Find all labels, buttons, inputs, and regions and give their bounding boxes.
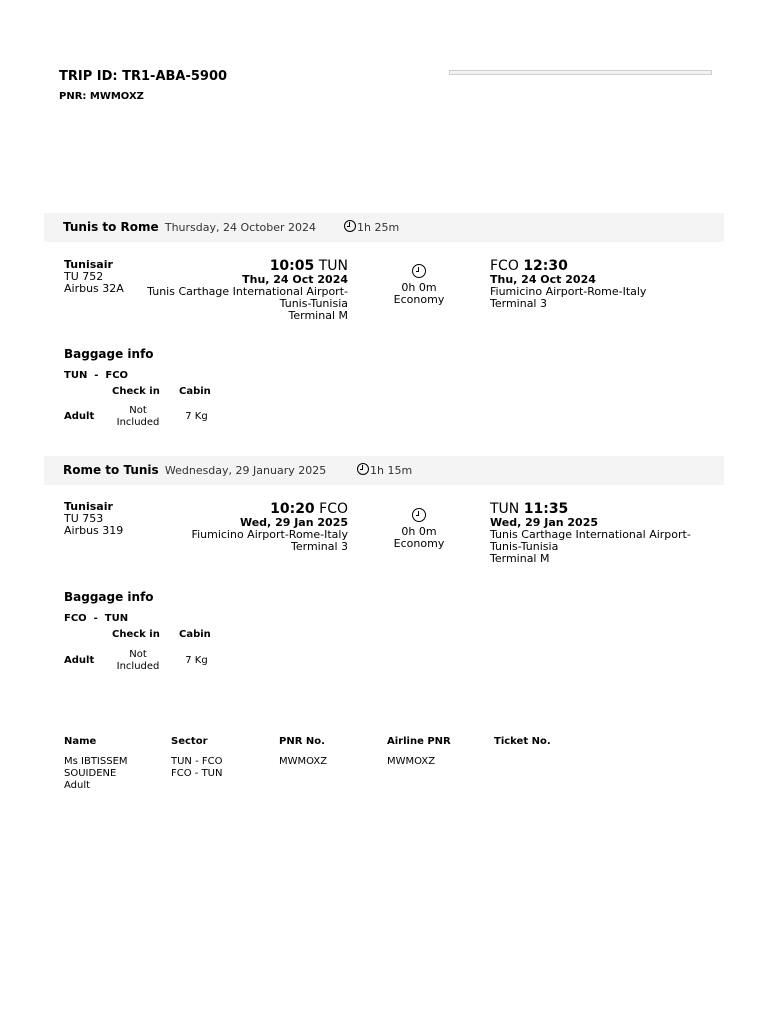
clock-icon: [412, 508, 426, 522]
arrival-time: 12:30: [523, 258, 568, 274]
departure-airport-city: Tunis-Tunisia: [279, 297, 348, 310]
passenger-header-ticket: Ticket No.: [494, 736, 551, 747]
airline-info-1: [64, 259, 124, 295]
baggage-title: Baggage info: [64, 590, 154, 604]
departure-terminal: Terminal M: [288, 309, 348, 322]
arrival-airport: Fiumicino Airport-Rome-Italy: [490, 285, 647, 298]
flight-number: TU 753: [64, 512, 104, 525]
segment-duration: [357, 463, 412, 477]
route-date: Wednesday, 29 January 2025: [164, 464, 327, 477]
passenger-sector: TUN - FCO FCO - TUN: [171, 756, 223, 779]
trip-id: TRIP ID: TR1-ABA-5900: [59, 69, 228, 84]
duration-text: 1h 25m: [357, 221, 400, 234]
passenger-airline-pnr: MWMOXZ: [387, 756, 436, 767]
baggage-pax-type: Adult: [64, 655, 95, 666]
cabin-class: Economy: [393, 537, 445, 550]
airline-name: Tunisair: [64, 258, 113, 271]
duration-text: 1h 15m: [370, 464, 413, 477]
baggage-route: TUN - FCO: [64, 370, 129, 381]
departure-info-2: [118, 501, 348, 553]
route-title: Tunis to Rome: [63, 220, 159, 234]
segment-duration: [344, 220, 399, 234]
passenger-name: Ms IBTISSEM SOUIDENE Adult: [64, 756, 128, 791]
arrival-code: FCO: [490, 258, 519, 274]
departure-date: Wed, 29 Jan 2025: [239, 516, 348, 529]
segment-header-1: [44, 213, 724, 242]
arrival-info-2: [490, 501, 720, 565]
passenger-header-name: Name: [64, 736, 97, 747]
pnr-label: PNR: MWMOXZ: [59, 91, 144, 102]
cabin-class: Economy: [393, 293, 445, 306]
departure-terminal: Terminal 3: [291, 540, 348, 553]
header-bar: [449, 70, 712, 75]
passenger-header-sector: Sector: [171, 736, 208, 747]
flight-number: TU 752: [64, 270, 104, 283]
route-title: Rome to Tunis: [63, 463, 159, 477]
airline-info-2: [64, 501, 123, 537]
flight-middle-2: [388, 508, 450, 550]
departure-time: 10:20: [270, 501, 315, 517]
arrival-date: Thu, 24 Oct 2024: [490, 273, 596, 286]
arrival-airport: Tunis Carthage International Airport-: [490, 528, 691, 541]
checkin-header: Check in: [112, 629, 160, 640]
segment-route: [63, 220, 316, 234]
cabin-value: 7 Kg: [185, 655, 208, 666]
flight-middle-1: [388, 264, 450, 306]
checkin-value: Not Included: [116, 649, 160, 672]
stop-duration: 0h 0m: [401, 281, 437, 294]
departure-airport: Fiumicino Airport-Rome-Italy: [191, 528, 348, 541]
passenger-pnr: MWMOXZ: [279, 756, 328, 767]
clock-icon: [357, 463, 369, 475]
airline-name: Tunisair: [64, 500, 113, 513]
departure-airport: Tunis Carthage International Airport-: [147, 285, 348, 298]
arrival-terminal: Terminal 3: [490, 297, 547, 310]
departure-code: TUN: [318, 258, 348, 274]
arrival-airport-city: Tunis-Tunisia: [490, 540, 559, 553]
aircraft: Airbus 32A: [64, 282, 124, 295]
passenger-header-airline-pnr: Airline PNR: [387, 736, 451, 747]
baggage-title: Baggage info: [64, 347, 154, 361]
baggage-route: FCO - TUN: [64, 613, 129, 624]
aircraft: Airbus 319: [64, 524, 124, 537]
stop-duration: 0h 0m: [401, 525, 437, 538]
arrival-time: 11:35: [523, 501, 569, 517]
clock-icon: [412, 264, 426, 278]
departure-info-1: [118, 258, 348, 322]
cabin-header: Cabin: [179, 629, 211, 640]
arrival-info-1: [490, 258, 720, 310]
baggage-pax-type: Adult: [64, 411, 95, 422]
departure-time: 10:05: [269, 258, 315, 274]
arrival-date: Wed, 29 Jan 2025: [490, 516, 599, 529]
departure-date: Thu, 24 Oct 2024: [242, 273, 348, 286]
cabin-value: 7 Kg: [185, 411, 208, 422]
route-date: Thursday, 24 October 2024: [164, 221, 317, 234]
clock-icon: [344, 220, 356, 232]
segment-route: [63, 463, 326, 477]
cabin-header: Cabin: [179, 386, 211, 397]
checkin-value: Not Included: [116, 405, 160, 428]
segment-header-2: [44, 456, 724, 485]
departure-code: FCO: [319, 501, 348, 517]
passenger-header-pnr: PNR No.: [279, 736, 325, 747]
arrival-code: TUN: [490, 501, 520, 517]
arrival-terminal: Terminal M: [490, 552, 550, 565]
checkin-header: Check in: [112, 386, 160, 397]
